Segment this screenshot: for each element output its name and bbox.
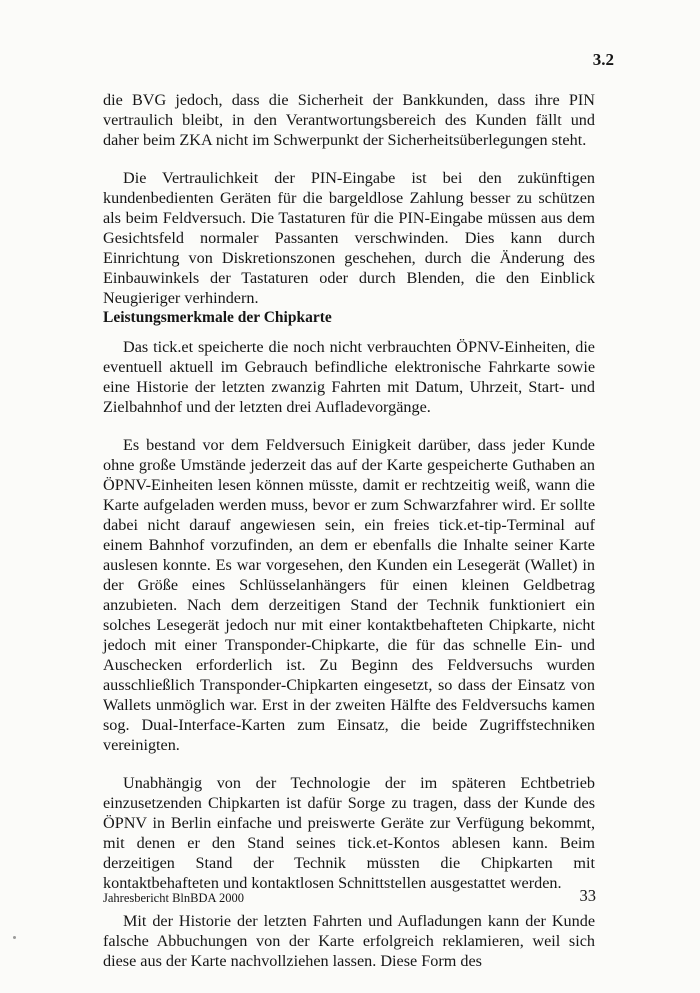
footer-publication: Jahresbericht BlnBDA 2000: [103, 891, 244, 905]
page-body: [103, 90, 595, 971]
paragraph-3: Das tick.et speicherte die noch nicht verbrauchten ÖPNV-Einheiten, die eventuell aktuell im Gebrauch befindliche elektronische Fahrkarte sowie eine Historie der letzten zwanzig Fahrten mit Datum, Uhrzeit, Start- und Zielbahnhof und der letzten drei Aufladevorgänge.: [103, 338, 595, 416]
paragraph-5: Unabhängig von der Technologie der im späteren Echtbetrieb einzusetzenden Chipkarten ist dafür Sorge zu tragen, dass der Kunde des ÖPNV in Berlin einfache und preiswerte Geräte zur Verfügung bekommt, mit denen er den Stand seines tick.et-Kontos ablesen kann. Beim derzeitigen Stand der Technik müssten die Chipkarten mit kontaktbehafteten und kontaktlosen Schnittstellen ausgestattet werden.: [103, 774, 595, 892]
paragraph-4: Es bestand vor dem Feldversuch Einigkeit darüber, dass jeder Kunde ohne große Umstände jederzeit das auf der Karte gespeicherte Guthaben an ÖPNV-Einheiten lesen können müsste, damit er rechtzeitig weiß, wann die Karte aufgeladen werden muss, bevor er zum Schwarzfahrer wird. Er sollte dabei nicht darauf angewiesen sein, ein freies tick.et-tip-Terminal auf einem Bahnhof vorzufinden, an dem er ebenfalls die Inhalte seiner Karte auslesen konnte. Es war vorgesehen, den Kunden ein Lesegerät (Wallet) in der Größe eines Schlüsselanhängers für einen kleinen Geldbetrag anzubieten. Nach dem derzeitigen Stand der Technik funktioniert ein solches Lesegerät jedoch nur mit einer kontaktbehafteten Chipkarte, nicht jedoch mit einer Transponder-Chipkarte, die für das schnelle Ein- und Auschecken erforderlich ist. Zu Beginn des Feldversuchs wurden ausschließlich Transponder-Chipkarten eingesetzt, so dass der Einsatz von Wallets unmöglich war. Erst in der zweiten Hälfte des Feldversuchs kamen sog. Dual-Interface-Karten zum Einsatz, die beide Zugriffstechniken vereinigten.: [103, 436, 595, 754]
paragraph-2: Die Vertraulichkeit der PIN-Eingabe ist bei den zukünftigen kundenbedienten Geräten für die bargeldlose Zahlung besser zu schützen als beim Feldversuch. Die Tastaturen für die PIN-Eingabe müssen aus dem Gesichtsfeld normaler Passanten verschwinden. Dies kann durch Einrichtung von Diskretionszonen geschehen, durch die Änderung des Einbauwinkels der Tastaturen oder durch Blenden, die den Einblick Neugieriger verhindern.: [103, 169, 595, 307]
page-number: 33: [579, 886, 596, 905]
scan-speck: [13, 936, 16, 939]
section-number: 3.2: [592, 50, 614, 69]
paragraph-6: Mit der Historie der letzten Fahrten und Aufladungen kann der Kunde falsche Abbuchungen von der Karte erfolgreich reklamieren, weil sich diese aus der Karte nachvollziehen lassen. Diese Form des: [103, 912, 595, 970]
paragraph-1: die BVG jedoch, dass die Sicherheit der Bankkunden, dass ihre PIN vertraulich bleibt, in den Verantwortungsbereich des Kunden fällt und daher beim ZKA nicht im Schwerpunkt der Sicherheitsüberlegungen steht.: [103, 91, 595, 149]
section-heading: Leistungsmerkmale der Chipkarte: [103, 309, 332, 326]
